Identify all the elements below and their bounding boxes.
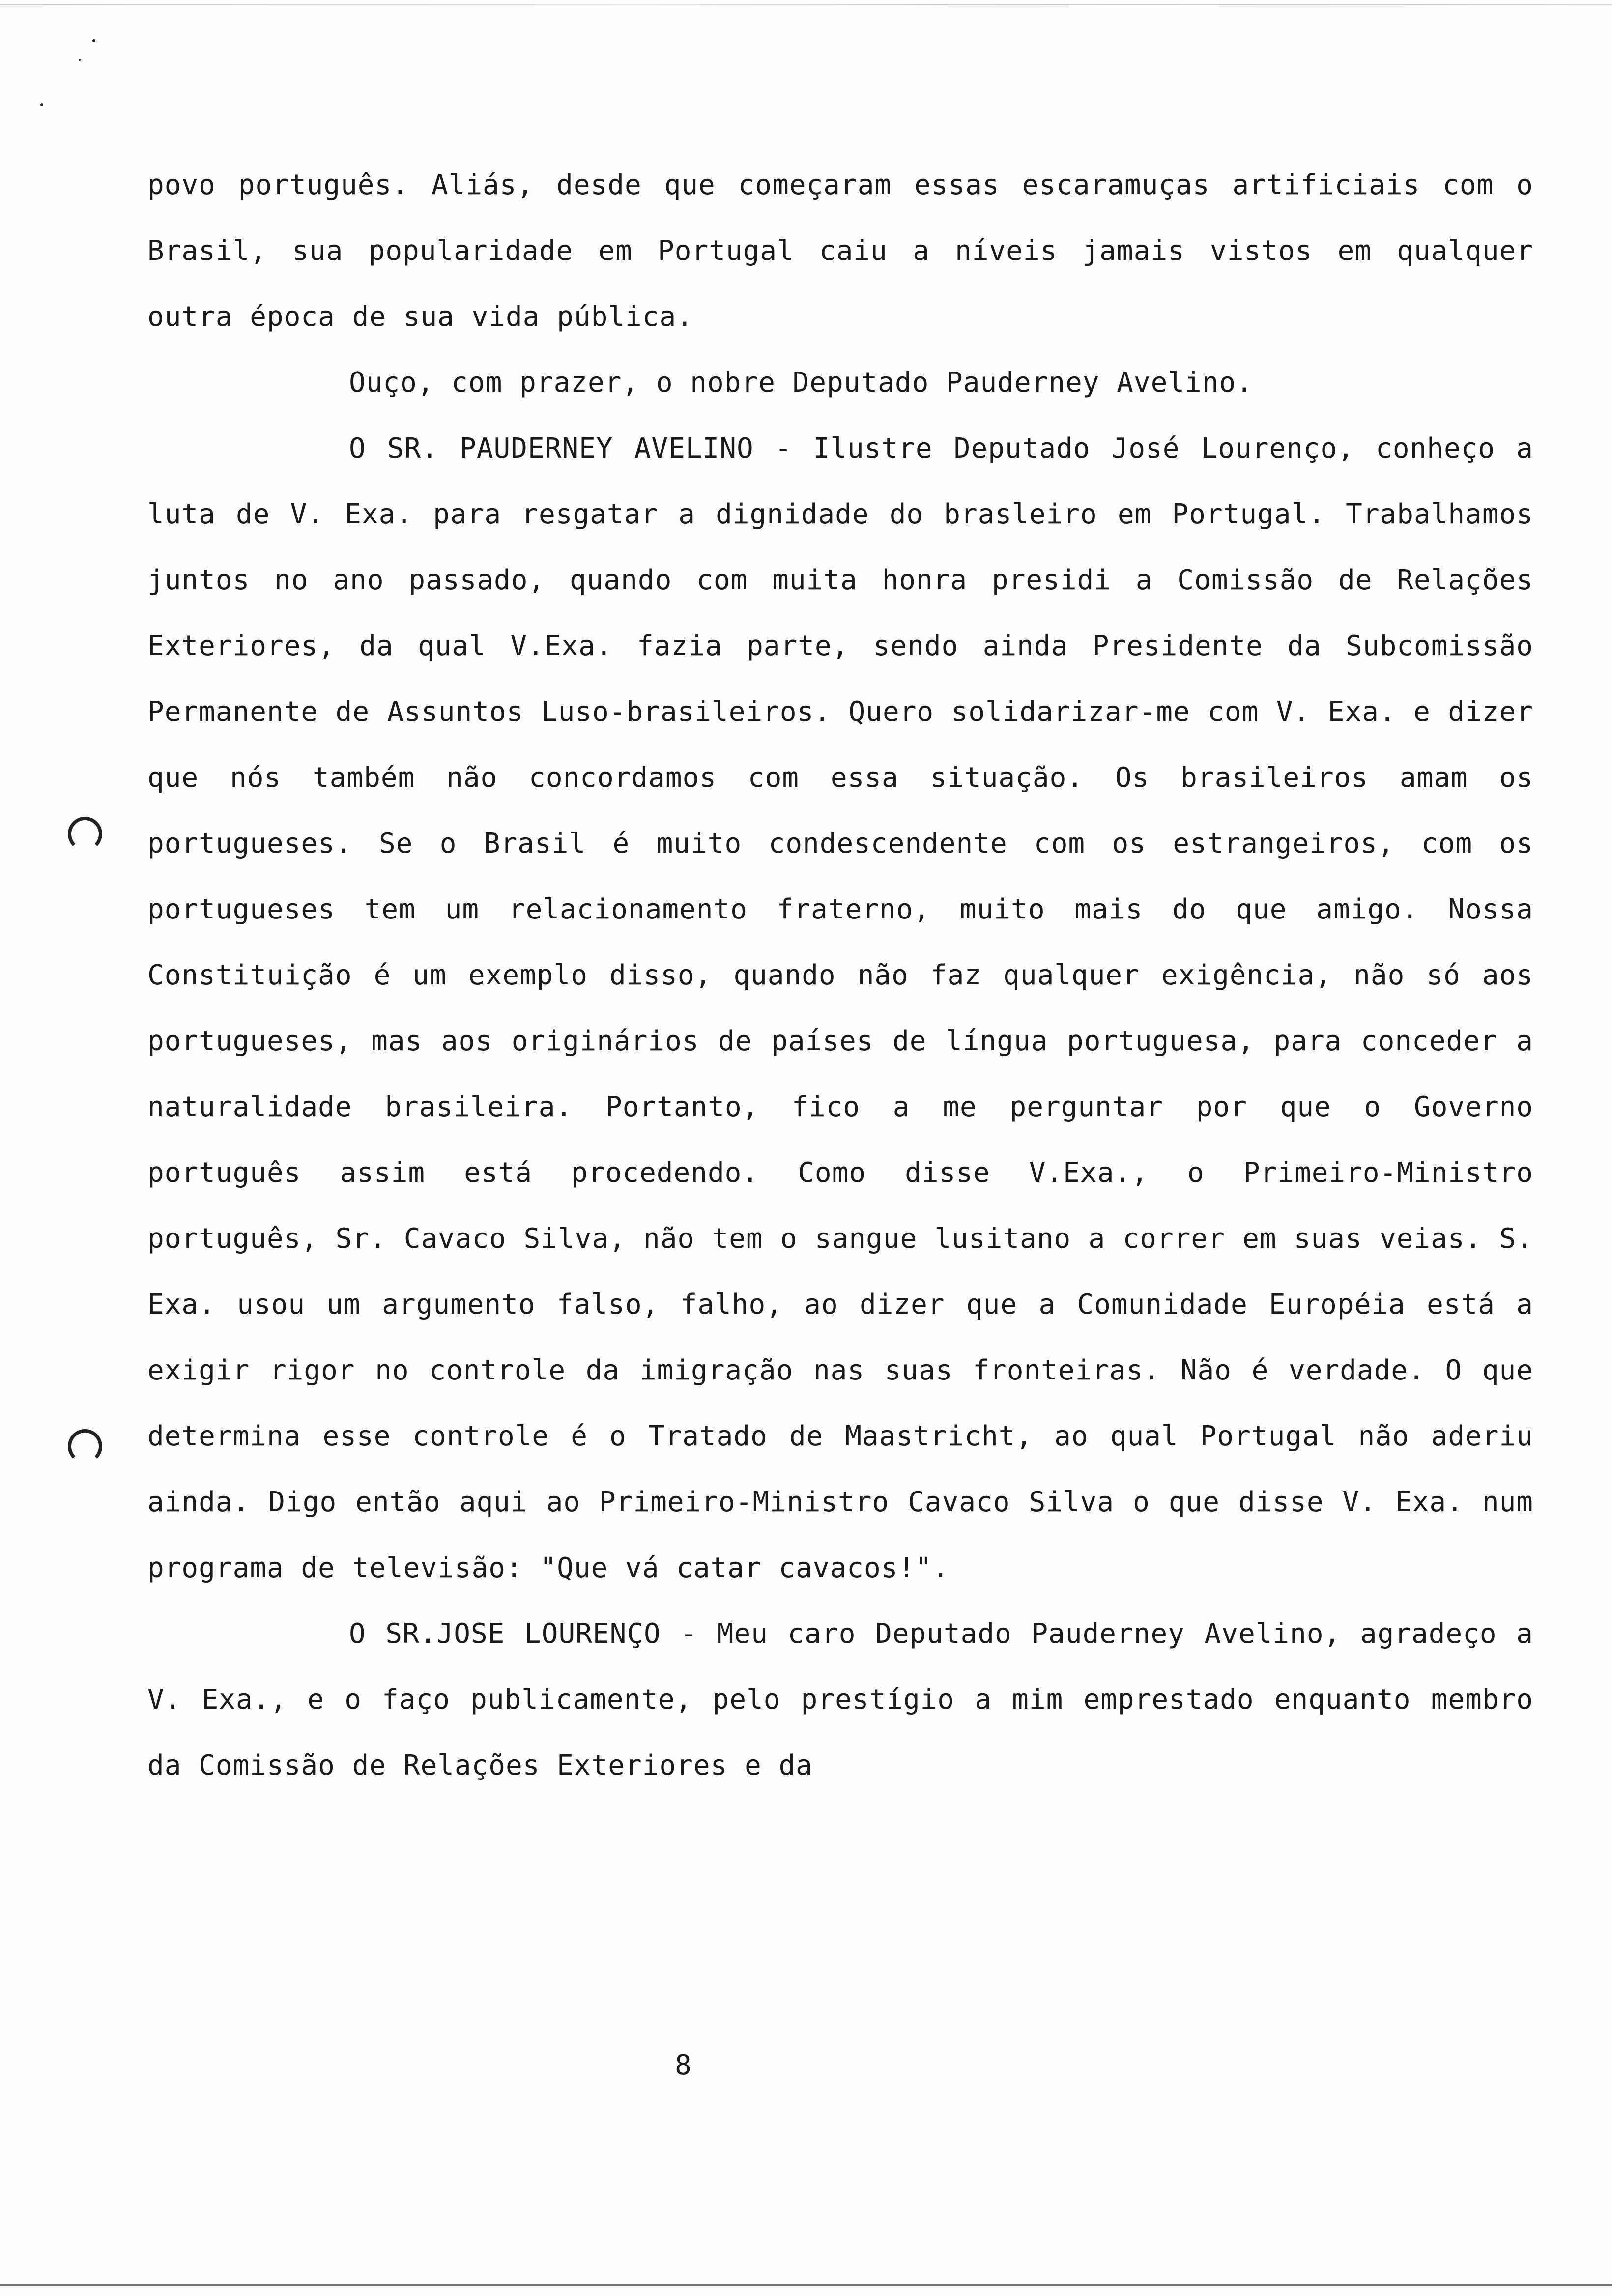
scan-top-edge	[0, 4, 1612, 5]
paragraph: Ouço, com prazer, o nobre Deputado Pauderney Avelino.	[349, 367, 1253, 399]
paragraph: O SR.JOSE LOURENÇO - Meu caro Deputado Pauderney Avelino, agradeço a V. Exa., e o faço publicamente, pelo prestígio a mim emprestado enquanto membro da Comissão de Relações Exteriores e da	[147, 1618, 1533, 1781]
paragraph: povo português. Aliás, desde que começaram essas escaramuças artificiais com o Brasil, sua popularidade em Portugal caiu a níveis jamais vistos em qualquer outra época de sua vida pública.	[147, 169, 1533, 333]
scan-speck	[92, 39, 95, 42]
scan-speck	[40, 103, 43, 106]
punch-hole	[68, 1429, 102, 1464]
paragraph: O SR. PAUDERNEY AVELINO - Ilustre Deputado José Lourenço, conheço a luta de V. Exa. para resgatar a dignidade do brasleiro em Portugal. Trabalhamos juntos no ano passado, quando com muita honra presidi a Comissão de Relações Exteriores, da qual V.Exa. fazia parte, sendo ainda Presidente da Subcomissão Permanente de Assuntos Luso-brasileiros. Quero solidarizar-me com V. Exa. e dizer que nós também não concordamos com essa situação. Os brasileiros amam os portugueses. Se o Brasil é muito condescendente com os estrangeiros, com os portugueses tem um relacionamento fraterno, muito mais do que amigo. Nossa Constituição é um exemplo disso, quando não faz qualquer exigência, não só aos portugueses, mas aos originários de países de língua portuguesa, para conceder a naturalidade brasileira. Portanto, fico a me perguntar por que o Governo português assim está procedendo. Como disse V.Exa., o Primeiro-Ministro português, Sr. Cavaco Silva, não tem o sangue lusitano a correr em suas veias. S. Exa. usou um argumento falso, falho, ao dizer que a Comunidade Européia está a exigir rigor no controle da imigração nas suas fronteiras. Não é verdade. O que determina esse controle é o Tratado de Maastricht, ao qual Portugal não aderiu ainda. Digo então aqui ao Primeiro-Ministro Cavaco Silva o que disse V. Exa. num programa de televisão: "Que vá catar cavacos!".	[147, 432, 1533, 1584]
scan-speck	[79, 59, 81, 61]
document-body	[147, 152, 1533, 1799]
scan-bottom-edge	[0, 2284, 1612, 2286]
punch-hole	[68, 817, 102, 851]
page-number: 8	[675, 2049, 691, 2081]
